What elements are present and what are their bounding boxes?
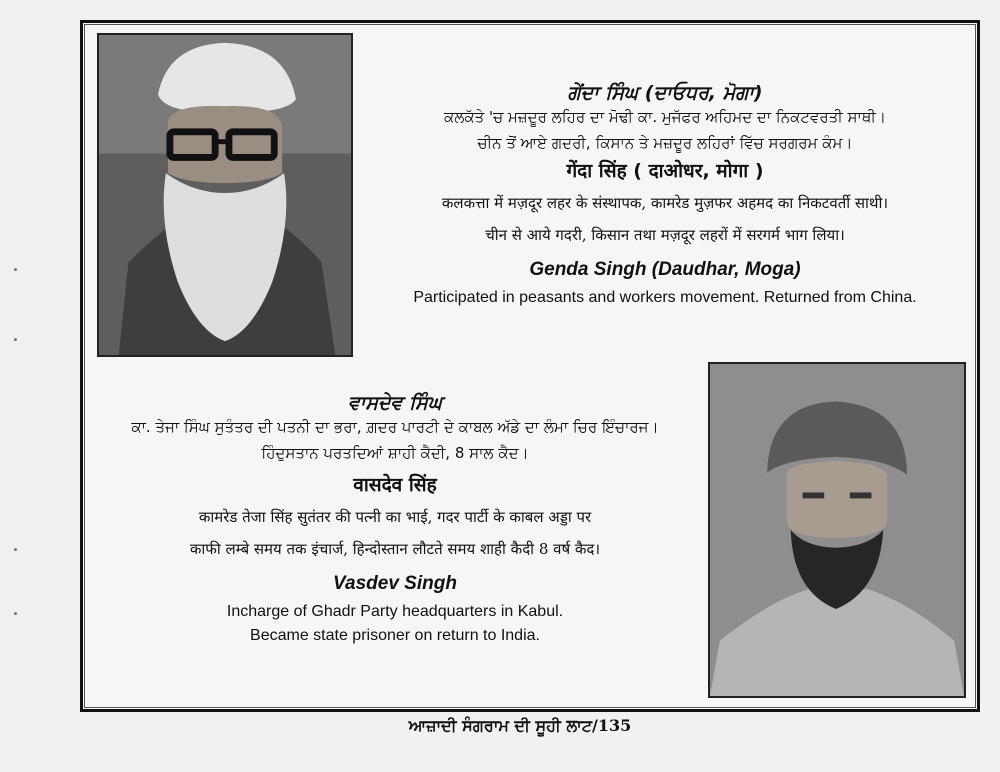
- description-punjabi-line: ਕਾ. ਤੇਜਾ ਸਿੰਘ ਸੁਤੰਤਰ ਦੀ ਪਤਨੀ ਦਾ ਭਰਾ, ਗ਼ਦਰ ਪਾਰਟੀ ਦੇ ਕਾਬਲ ਅੱਡੇ ਦਾ ਲੰਮਾ ਚਿਰ ਇੰਚਾਰਜ।: [131, 418, 659, 436]
- margin-mark: [14, 338, 17, 341]
- description-punjabi-line: ਕਲਕੱਤੇ 'ਚ ਮਜ਼ਦੂਰ ਲਹਿਰ ਦਾ ਮੋਢੀ ਕਾ. ਮੁਜੱਫਰ ਅਹਿਮਦ ਦਾ ਨਿਕਟਵਰਤੀ ਸਾਥੀ।: [444, 108, 886, 126]
- description-english-line: Incharge of Ghadr Party headquarters in Kabul.: [226, 603, 564, 620]
- name-english: Genda Singh (Daudhar, Moga): [529, 259, 801, 280]
- description-punjabi-line: ਹਿੰਦੁਸਤਾਨ ਪਰਤਦਿਆਂ ਸ਼ਾਹੀ ਕੈਦੀ, 8 ਸਾਲ ਕੈਦ।: [261, 444, 529, 462]
- margin-mark: [14, 612, 17, 615]
- description-english-line: Participated in peasants and workers movement. Returned from China.: [413, 289, 917, 306]
- entry-vasdev-singh: [90, 394, 700, 652]
- description-hindi-line: काफी लम्बे समय तक इंचार्ज, हिन्दोस्तान लौटते समय शाही कैदी 8 वर्ष कैद।: [189, 540, 601, 558]
- portrait-vasdev-singh: [708, 362, 966, 698]
- name-hindi: गेंदा सिंह ( दाओधर, मोगा ): [566, 160, 764, 182]
- portrait-genda-singh: [97, 33, 353, 357]
- description-hindi-line: कामरेड तेजा सिंह सुतंतर की पत्नी का भाई, गदर पार्टी के काबल अड्डा पर: [198, 508, 592, 526]
- name-punjabi: ਗੇਂਦਾ ਸਿੰਘ (ਦਾਓਧਰ, ਮੋਗਾ): [567, 82, 763, 104]
- description-english-line: Became state prisoner on return to India.: [250, 627, 540, 644]
- name-punjabi: ਵਾਸਦੇਵ ਸਿੰਘ: [348, 392, 442, 414]
- margin-mark: [14, 548, 17, 551]
- description-hindi-line: चीन से आये गदरी, किसान तथा मज़दूर लहरों में सरगर्म भाग लिया।: [485, 226, 845, 244]
- page-footer: ਆਜ਼ਾਦੀ ਸੰਗਰਾਮ ਦੀ ਸੂਹੀ ਲਾਟ/135: [408, 716, 632, 735]
- margin-mark: [14, 268, 17, 271]
- name-english: Vasdev Singh: [333, 573, 457, 594]
- description-punjabi-line: ਚੀਨ ਤੋਂ ਆਏ ਗਦਰੀ, ਕਿਸਾਨ ਤੇ ਮਜ਼ਦੂਰ ਲਹਿਰਾਂ ਵਿੱਚ ਸਰਗਰਮ ਕੰਮ।: [477, 134, 853, 152]
- name-hindi: वासदेव सिंह: [353, 474, 437, 496]
- entry-genda-singh: [365, 84, 965, 314]
- description-hindi-line: कलकत्ता में मज़दूर लहर के संस्थापक, कामरेड मुज़फर अहमद का निकटवर्ती साथी।: [441, 194, 889, 212]
